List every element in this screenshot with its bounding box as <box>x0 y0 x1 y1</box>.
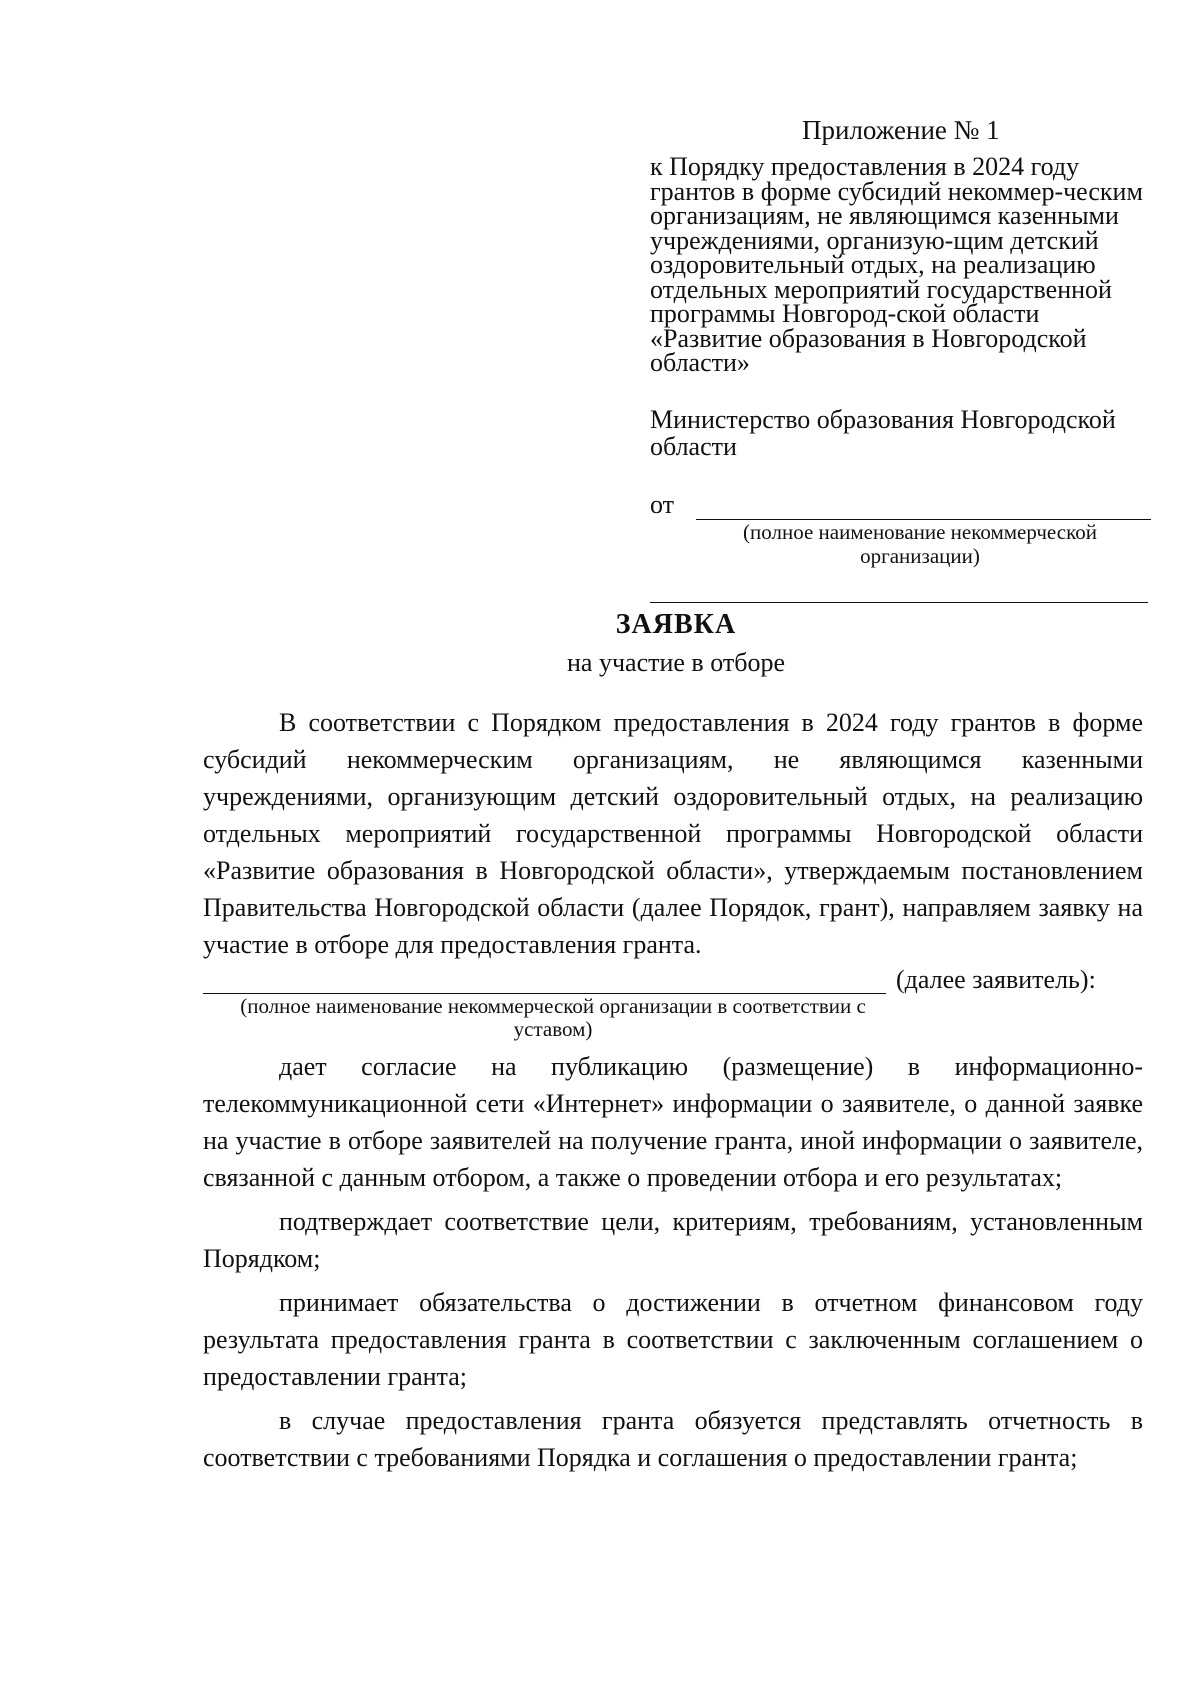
document-body <box>203 704 1143 1476</box>
from-row <box>650 490 1150 520</box>
applicant-row <box>203 966 1143 994</box>
document-title: ЗАЯВКА <box>615 609 737 640</box>
annex-block <box>650 115 1150 603</box>
compliance-paragraph: подтверждает соответствие цели, критериям, требованиям, установленным Порядком; <box>203 1207 1143 1273</box>
consent-paragraph: дает согласие на публикацию (размещение) в информационно-телекоммуникационной сети «Интернет» информации о заявителе, о данной заявке на участие в отборе заявителей на получение гранта, иной информации о заявителе, связанной с данным отбором, а также о проведении отбора и его результатах; <box>203 1052 1143 1192</box>
reporting-paragraph: в случае предоставления гранта обязуется представлять отчетность в соответствии с требованиями Порядка и соглашения о предоставлении гранта; <box>203 1406 1143 1472</box>
applicant-caption: (полное наименование некоммерческой организации в соответствии с уставом) <box>240 994 866 1041</box>
document-subtitle: на участие в отборе <box>567 648 785 677</box>
addressee: Министерство образования Новгородской области <box>650 404 1116 461</box>
from-caption: (полное наименование некоммерческой организации) <box>743 519 1097 568</box>
from-blank-line <box>696 497 1151 520</box>
obligations-paragraph: принимает обязательства о достижении в отчетном финансовом году результата предоставления гранта в соответствии с заключенным соглашением о предоставлении гранта; <box>203 1288 1143 1391</box>
annex-reference-text: к Порядку предоставления в 2024 году грантов в форме субсидий некоммер-ческим организациям, не являющимся казенными учреждениями, организую-щим детский оздоровительный отдых, на реализацию отдельных мероприятий государственной программы Новгород-ской области «Развитие образования в Новгородской области» <box>650 152 1143 377</box>
applicant-blank-line <box>203 967 886 994</box>
intro-paragraph: В соответствии с Порядком предоставления в 2024 году грантов в форме субсидий некоммерческим организациям, не являющимся казенными учреждениями, организующим детский оздоровительный отдых, на реализацию отдельных мероприятий государственной программы Новгородской области «Развитие образования в Новгородской области», утверждаемым постановлением Правительства Новгородской области (далее Порядок, грант), направляем заявку на участие в отборе для предоставления гранта. <box>203 708 1143 959</box>
second-blank-line <box>650 602 1148 603</box>
annex-title: Приложение № 1 <box>802 115 1000 145</box>
applicant-suffix: (далее заявитель): <box>896 965 1096 994</box>
from-label: от <box>650 489 675 519</box>
